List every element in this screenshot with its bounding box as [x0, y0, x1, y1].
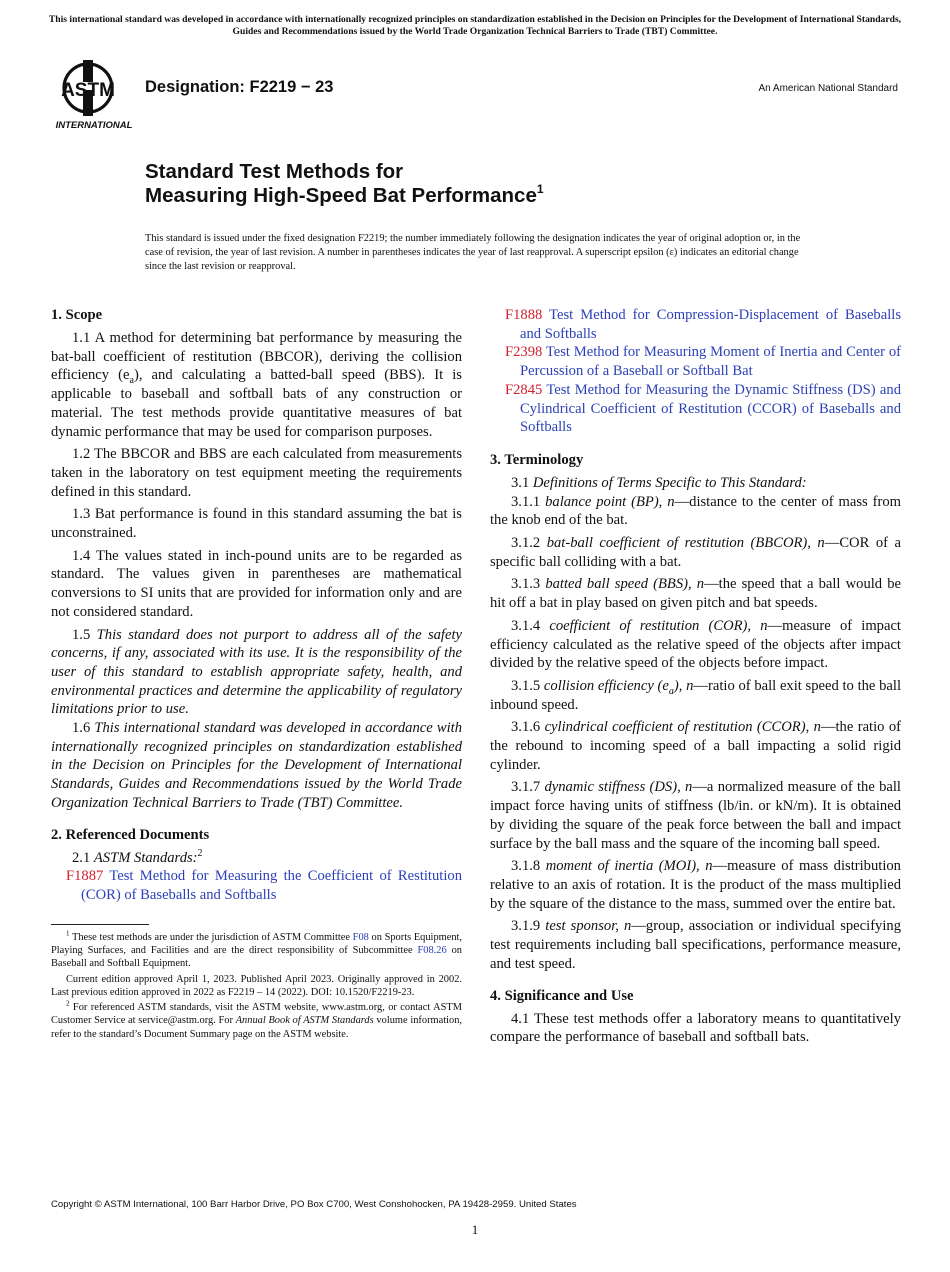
term-3-1-6: 3.1.6 cylindrical coefficient of restitution (CCOR), n—the ratio of the rebound to incoming speed of a ball impacting a solid rigid cylinder.: [490, 719, 901, 773]
title-footnote-mark[interactable]: 1: [536, 182, 544, 197]
subcommittee-link[interactable]: F08.26: [417, 944, 447, 956]
para-1-6: 1.6 This international standard was developed in accordance with internationally recognized principles on standardization established in the Decision on Principles for the Development of International Standards, Guides and Recommendations issued by the World Trade Organization Technical Barriers to Trade (TBT) Committee.: [51, 720, 463, 811]
term-3-1-7: 3.1.7 dynamic stiffness (DS), n—a normalized measure of the ball impact force having units of stiffness (lb/in. or kN/m). It is obtained by dividing the square of the peak force between the ball and impact surface by the ball mass and the square of the incoming ball speed.: [490, 779, 901, 852]
para-1-2: 1.2 The BBCOR and BBS are each calculated from measurements taken in the laboratory on test equipment meeting the requirements defined in this standard.: [51, 446, 462, 500]
ref-item-f2398: [490, 343, 901, 380]
header-notice: This international standard was developed in accordance with internationally recognized principles on standardization established in the Decision on Principles for the Development of International Standards, Guides and Recommendations issued by the World Trade Organization Technical Barriers to Trade (TBT) Committee.: [48, 14, 902, 37]
footnote-1-edition: Current edition approved April 1, 2023. Published April 2023. Originally approved in 2002. Last previous edition approved in 2022 as F2219 – 14 (2022). DOI: 10.1520/F2219-23.: [51, 973, 462, 998]
ref-code-link[interactable]: F1888: [505, 307, 543, 323]
ref-code-link[interactable]: F2398: [505, 344, 543, 361]
footnote-1: $^1$ These test methods are under the jurisdiction of ASTM Committee F08 on Sports Equipment, Playing Surfaces, and Facilities and are the direct responsibility of Subcommittee F08.26 on Baseball and Softball Equipment.: [51, 929, 463, 970]
title-line-1: Standard Test Methods for: [145, 160, 404, 183]
ref-code-link[interactable]: F1887: [66, 868, 104, 885]
terminology-heading: 3. Terminology: [490, 451, 584, 468]
issued-note: This standard is issued under the fixed designation F2219; the number immediately following the designation indicates the year of original adoption or, in the case of revision, the year of last revision. A number in parentheses indicates the year of last reapproval. A superscript epsilon (ε) indicates an editorial change since the last revision or reapproval.: [145, 233, 801, 272]
ref-item-f1887: [51, 867, 462, 904]
logo-text: ASTM: [61, 80, 115, 101]
para-2-1: 2.1 ASTM Standards:$^2$: [72, 847, 203, 866]
page-number: 1: [471, 1222, 479, 1237]
significance-heading: 4. Significance and Use: [490, 987, 634, 1004]
footnote-2: $^2$ For referenced ASTM standards, visit the ASTM website, www.astm.org, or contact ASTM Customer Service at service@astm.org. For Annual Book of ASTM Standards volume information, refer to the standard’s Document Summary page on the ASTM website.: [51, 999, 462, 1040]
title-line-2: Measuring High-Speed Bat Performance$^1$: [145, 182, 544, 207]
astm-logo: [52, 56, 136, 132]
ref-title-link[interactable]: Test Method for Measuring Moment of Inertia and Center of Percussion of a Baseball or Softball Bat: [520, 344, 901, 380]
copyright-footer: Copyright © ASTM International, 100 Barr Harbor Drive, PO Box C700, West Conshohocken, PA 19428-2959. United States: [51, 1199, 577, 1210]
ref-title-link[interactable]: Test Method for Measuring the Dynamic Stiffness (DS) and Cylindrical Coefficient of Restitution (CCOR) of Baseballs and Softballs: [520, 381, 901, 436]
refdocs-heading: 2. Referenced Documents: [51, 826, 210, 843]
para-1-5: 1.5 This standard does not purport to address all of the safety concerns, if any, associated with its use. It is the responsibility of the user of this standard to establish appropriate safety, health, and environmental practices and determine the applicability of regulatory limitations prior to use.: [51, 626, 462, 718]
para-3-1: 3.1 Definitions of Terms Specific to This Standard:: [511, 474, 807, 491]
term-3-1-1: 3.1.1 balance point (BP), n—distance to the center of mass from the knob end of the bat.: [490, 493, 901, 529]
term-3-1-3: 3.1.3 batted ball speed (BBS), n—the speed that a ball would be hit off a bat in play based on given pitch and bat speeds.: [490, 576, 902, 612]
left-column: [51, 306, 462, 1043]
ref-item-f1888: [490, 306, 901, 343]
para-4-1: 4.1 These test methods offer a laboratory means to quantitatively compare the performance of baseball and softball bats.: [490, 1010, 901, 1046]
ref-title-link[interactable]: Test Method for Compression-Displacement of Baseballs and Softballs: [520, 307, 901, 342]
para-1-1: 1.1 A method for determining bat performance by measuring the bat-ball coefficient of restitution (BBCOR), deriving the collision efficiency $(e_a)$, and calculating a batted-ball speed (BBS). It is applicable to baseball and softball bats of any construction or material. The test methods provide quantitative measures of bat dynamic performance that may be used for comparison purposes.: [51, 330, 462, 440]
footnote-rule: [51, 924, 149, 925]
american-national-standard-label: An American National Standard: [758, 83, 898, 94]
logo-subtext: INTERNATIONAL: [55, 120, 133, 131]
document-title: [145, 160, 544, 208]
designation: Designation: F2219 − 23: [145, 78, 334, 96]
para-1-4: 1.4 The values stated in inch-pound units are to be regarded as standard. The values given in parentheses are mathematical conversions to SI units that are provided for information only and are not considered standard.: [51, 547, 462, 620]
ref-title-link[interactable]: Test Method for Measuring the Coefficient of Restitution (COR) of Baseballs and Softballs: [81, 868, 462, 903]
term-3-1-2: 3.1.2 bat-ball coefficient of restitution (BBCOR), n—COR of a specific ball colliding with a bat.: [490, 535, 901, 570]
right-column: [490, 306, 901, 1047]
scope-heading: 1. Scope: [51, 307, 103, 323]
term-3-1-9: 3.1.9 test sponsor, n—group, association or individual specifying test requirements including ball specifications, performance measure, and test speed.: [490, 918, 901, 972]
term-3-1-8: 3.1.8 moment of inertia (MOI), n—measure of mass distribution relative to an axis of rotation. It is the product of the mass multiplied by the square of the distance to the mass, summed over the entire bat.: [490, 858, 901, 912]
committee-link[interactable]: F08: [352, 931, 369, 943]
term-3-1-4: 3.1.4 coefficient of restitution (COR), n—measure of impact efficiency calculated as the relative speed of the objects after impact divided by the relative speed of the objects before impact.: [490, 617, 901, 672]
term-3-1-5: 3.1.5 collision efficiency $(e_a)$, n—ratio of ball exit speed to the ball inbound speed.: [490, 677, 901, 713]
ref-item-f2845: [490, 381, 901, 437]
ref-code-link[interactable]: F2845: [505, 381, 543, 398]
para-1-3: 1.3 Bat performance is found in this standard assuming the bat is unconstrained.: [51, 506, 462, 542]
